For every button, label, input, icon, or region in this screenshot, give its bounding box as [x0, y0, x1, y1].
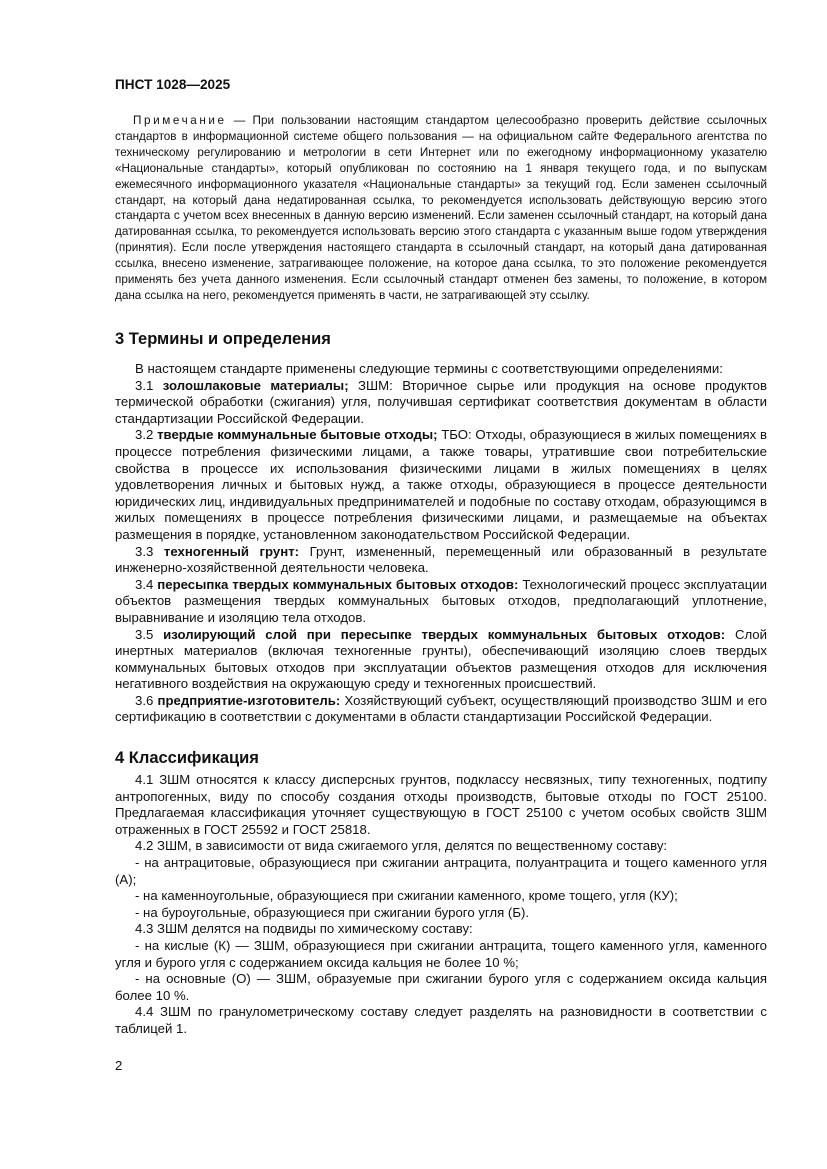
reference-note: [115, 113, 767, 304]
note-text: — При пользовании настоящим стандартом целесообразно проверить действие ссылочных стандартов в информационной системе общего пользования — на официальном сайте Федерального агентства по техническому регулированию и метрологии в сети Интернет или по ежегодному информационному указателю «Национальные стандарты», который опубликован по состоянию на 1 января текущего года, и по выпускам ежемесячного информационного указателя «Национальные стандарты» за текущий год. Если заменен ссылочный стандарт, на который дана недатированная ссылка, то рекомендуется использовать действующую версию этого стандарта с учетом всех внесенных в данную версию изменений. Если заменен ссылочный стандарт, на который дана датированная ссылка, то рекомендуется использовать версию этого стандарта с указанным выше годом утверждения (принятия). Если после утверждения настоящего стандарта в ссылочный стандарт, на который дана датированная ссылка, внесено изменение, затрагивающее положение, на которое дана ссылка, то это положение рекомендуется применять без учета данного изменения. Если ссылочный стандарт отменен без замены, то положение, в котором дана ссылка на него, рекомендуется применять в части, не затрагивающей эту ссылку.: [115, 114, 767, 302]
paragraph-4-2: 4.2 ЗШМ, в зависимости от вида сжигаемого угля, делятся по вещественному составу:: [135, 838, 668, 854]
section-3-intro: В настоящем стандарте применены следующие термины с соответствующими определениями:: [135, 361, 723, 376]
paragraph-4-3: 4.3 ЗШМ делятся на подвиды по химическому составу:: [135, 921, 473, 937]
list-item: - на буроугольные, образующиеся при сжигании бурого угля (Б).: [135, 904, 530, 920]
list-item: - на основные (О) — ЗШМ, образуемые при сжигании бурого угля с содержанием оксида кальция более 10 %.: [115, 971, 767, 1003]
term-definition: Грунт, измененный, перемещенный или образованный в результате инженерно-хозяйственной деятельности человека.: [115, 543, 767, 576]
section-4-heading: 4 Классификация: [115, 749, 259, 767]
term-name: изолирующий слой при пересыпке твердых коммунальных бытовых отходов:: [163, 626, 726, 642]
note-label: Примечание: [133, 114, 227, 127]
term-name: техногенный грунт:: [163, 543, 300, 559]
section-3-heading: 3 Термины и определения: [115, 330, 331, 348]
term-3-6: 3.6 предприятие-изготовитель: Хозяйствующий субъект, осуществляющий производство ЗШМ и его сертификацию в соответствии с документами в области стандартизации Российской Федерации.: [115, 692, 767, 725]
term-3-2: 3.2 твердые коммунальные бытовые отходы; ТБО: Отходы, образующиеся в жилых помещениях в процессе потребления физическими лицами, а также товары, утратившие свои потребительские свойства в процессе их использования физическими лицами в жилых помещениях в целях удовлетворения личных и бытовых нужд, а также отходы, образующиеся в процессе деятельности юридических лиц, индивидуальных предпринимателей и подобные по составу отходам, образующимся в жилых помещениях в процессе потребления физическими лицами, и размещаемые на объектах размещения в порядке, установленном законодательством Российской Федерации.: [115, 427, 767, 542]
term-3-4: 3.4 пересыпка твердых коммунальных бытовых отходов: Технологический процесс эксплуатации объектов размещения твердых коммунальных бытовых отходов, предполагающий уплотнение, выравнивание и изоляцию тела отходов.: [115, 576, 767, 625]
term-3-5: 3.5 изолирующий слой при пересыпке твердых коммунальных бытовых отходов: Слой инертных материалов (включая техногенные грунты), обеспечивающий изоляцию слоев твердых коммунальных бытовых отходов при эксплуатации объектов размещения отходов для исключения негативного воздействия на окружающую среду и техногенных происшествий.: [115, 626, 768, 692]
section-3-body: [115, 361, 767, 726]
term-definition: Технологический процесс эксплуатации объектов размещения твердых коммунальных бытовых отходов, предполагающий уплотнение, выравнивание и изоляцию тела отходов.: [115, 576, 767, 625]
page-number: 2: [115, 1058, 123, 1073]
term-definition: Хозяйствующий субъект, осуществляющий производство ЗШМ и его сертификацию в соответствии с документами в области стандартизации Российской Федерации.: [115, 692, 767, 725]
term-name: предприятие-изготовитель:: [157, 692, 341, 708]
term-name: пересыпка твердых коммунальных бытовых отходов:: [157, 576, 519, 592]
paragraph-4-1: 4.1 ЗШМ относятся к классу дисперсных грунтов, подклассу несвязных, типу техногенных, подтипу антропогенных, виду по способу создания отходы производств, бытовые отходы по ГОСТ 25100. Предлагаемая классификация уточняет существующую в ГОСТ 25100 с учетом особых свойств ЗШМ отраженных в ГОСТ 25592 и ГОСТ 25818.: [115, 772, 767, 837]
term-definition: ТБО: Отходы, образующиеся в жилых помещениях в процессе потребления физическими лицами, а также товары, утратившие свои потребительские свойства в процессе их использования физическими лицами в жилых помещениях в целях удовлетворения личных и бытовых нужд, а также отходы, образующиеся в процессе деятельности юридических лиц, индивидуальных предпринимателей и подобные по составу отходам, образующимся в жилых помещениях в процессе потребления физическими лицами, и размещаемые на объектах размещения в порядке, установленном законодательством Российской Федерации.: [115, 427, 767, 542]
document-code: ПНСТ 1028—2025: [115, 77, 231, 92]
term-3-1: 3.1 золошлаковые материалы; ЗШМ: Вторичное сырье или продукция на основе продуктов термической обработки (сжигания) угля, получившая сертификат соответствия документам в области стандартизации Российской Федерации.: [115, 377, 768, 426]
term-name: золошлаковые материалы;: [162, 377, 349, 393]
term-definition: ЗШМ: Вторичное сырье или продукция на основе продуктов термической обработки (сжигания) угля, получившая сертификат соответствия документам в области стандартизации Российской Федерации.: [115, 377, 768, 426]
paragraph-4-4: 4.4 ЗШМ по гранулометрическому составу следует разделять на разновидности в соответствии с таблицей 1.: [115, 1004, 767, 1036]
section-4-body: [115, 772, 767, 1038]
term-definition: Слой инертных материалов (включая техногенные грунты), обеспечивающий изоляцию слоев твердых коммунальных бытовых отходов при эксплуатации объектов размещения отходов для исключения негативного воздействия на окружающую среду и техногенных происшествий.: [115, 626, 768, 692]
term-3-3: 3.3 техногенный грунт: Грунт, измененный, перемещенный или образованный в результате инженерно-хозяйственной деятельности человека.: [115, 543, 767, 576]
list-item: - на антрацитовые, образующиеся при сжигании антрацита, полуантрацита и тощего каменного угля (А);: [115, 854, 767, 887]
term-name: твердые коммунальные бытовые отходы;: [157, 427, 438, 443]
list-item: - на кислые (К) — ЗШМ, образующиеся при сжигании антрацита, тощего каменного угля, каменного угля и бурого угля с содержанием оксида кальция не более 10 %;: [115, 937, 767, 970]
list-item: - на каменноугольные, образующиеся при сжигании каменного, кроме тощего, угля (КУ);: [135, 888, 678, 904]
